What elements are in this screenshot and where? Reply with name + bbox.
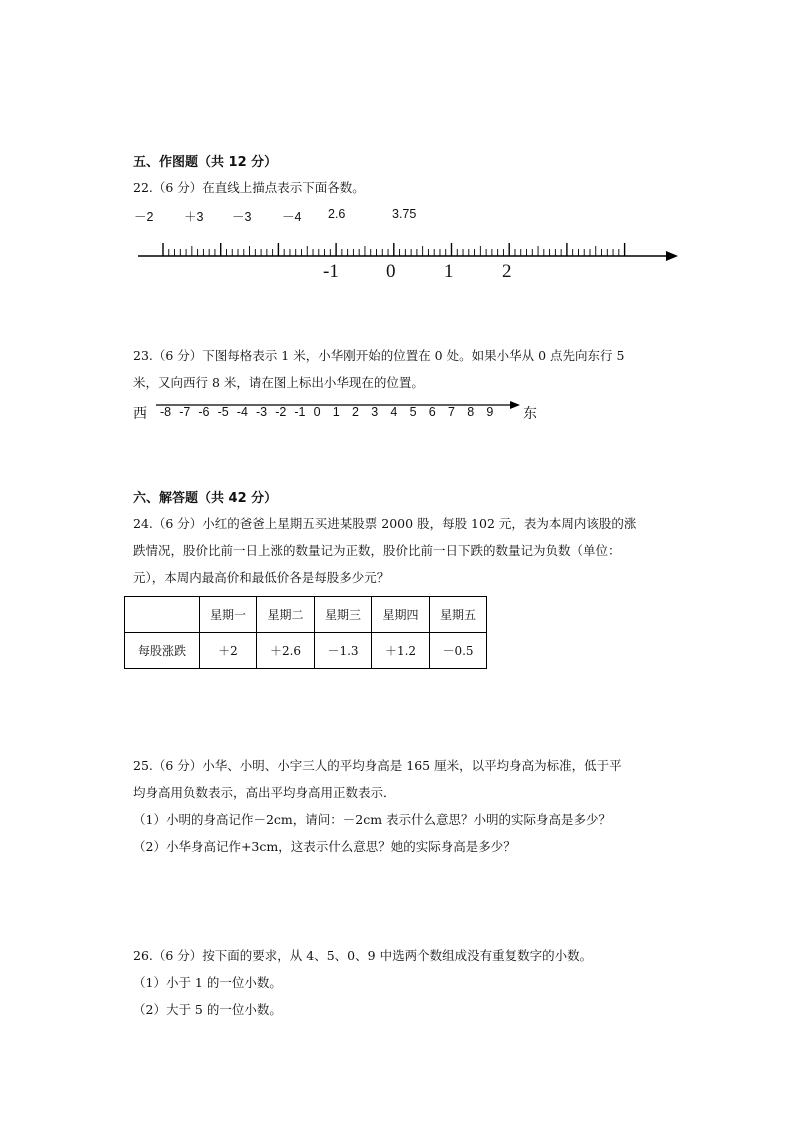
question-24-line-2: 跌情况，股价比前一日上涨的数量记为正数，股价比前一日下跌的数量记为负数（单位：: [133, 543, 621, 558]
stock-table: [124, 596, 487, 669]
number-item: －4: [282, 210, 302, 224]
question-22-text: 22.（6 分）在直线上描点表示下面各数。: [133, 180, 365, 195]
axis-label: -1: [323, 261, 339, 282]
question-23-line-2: 米，又向西行 8 米，请在图上标出小华现在的位置。: [133, 375, 424, 390]
table-header-cell: 星期一: [200, 597, 257, 633]
question-25-line-1: 25.（6 分）小华、小明、小宇三人的平均身高是 165 厘米，以平均身高为标准，低于平: [133, 758, 622, 773]
arrow-right-icon: [510, 401, 520, 409]
tick-marks: [163, 243, 625, 256]
tick-label: 5: [409, 405, 417, 419]
question-25-sub-1: （1）小明的身高记作－2cm，请问：－2cm 表示什么意思？小明的实际身高是多少？: [133, 812, 612, 827]
table-header-cell: 星期四: [372, 597, 430, 633]
tick-label: 7: [448, 405, 455, 419]
table-cell: －0.5: [430, 633, 487, 669]
question-23-line-1: 23.（6 分）下图每格表示 1 米，小华刚开始的位置在 0 处。如果小华从 0 点先向东行 5: [133, 348, 625, 363]
axis-label: 0: [386, 261, 396, 282]
question-24-line-1: 24.（6 分）小红的爸爸上星期五买进某股票 2000 股，每股 102 元，表为本周内该股的涨: [133, 516, 637, 531]
tick-label: -3: [256, 405, 268, 419]
question-26-sub-1: （1）小于 1 的一位小数。: [133, 975, 282, 990]
tick-label: 8: [467, 405, 475, 419]
tick-label: 0: [313, 405, 321, 419]
tick-label: 2: [352, 405, 359, 419]
section-5-title: 五、作图题（共 12 分）: [133, 155, 278, 170]
tick-label: 9: [486, 405, 494, 419]
east-label: 东: [523, 406, 537, 422]
question-26-sub-2: （2）大于 5 的一位小数。: [133, 1002, 282, 1017]
table-header-cell: 星期二: [257, 597, 315, 633]
tick-label: -1: [294, 405, 306, 419]
tick-label: 6: [428, 405, 436, 419]
number-item: ＋3: [184, 210, 204, 224]
question-25-sub-2: （2）小华身高记作+3cm，这表示什么意思？她的实际身高是多少？: [133, 839, 516, 854]
table-cell: ＋2.6: [257, 633, 315, 669]
tick-label: 1: [332, 405, 340, 419]
number-item: 2.6: [328, 207, 346, 221]
axis-label: 2: [502, 261, 512, 282]
number-item: －2: [134, 210, 154, 224]
question-25-line-2: 均身高用负数表示，高出平均身高用正数表示．: [133, 785, 396, 800]
tick-label: 4: [390, 405, 398, 419]
table-row-label: 每股涨跌: [125, 633, 200, 669]
table-header-cell: 星期五: [430, 597, 487, 633]
west-label: 西: [133, 406, 147, 422]
table-row: [125, 633, 487, 669]
axis-label: 1: [444, 261, 454, 282]
question-24-line-3: 元），本周内最高价和最低价各是每股多少元？: [133, 570, 390, 585]
tick-label: 3: [371, 405, 379, 419]
tick-label: -2: [275, 405, 287, 419]
tick-label: -8: [160, 405, 172, 419]
table-cell: －1.3: [315, 633, 372, 669]
section-6-title: 六、解答题（共 42 分）: [133, 491, 278, 506]
number-line-q22: [0, 0, 794, 300]
number-item: －3: [232, 210, 252, 224]
tick-label: -7: [179, 405, 191, 419]
table-header-cell: 星期三: [315, 597, 372, 633]
question-26-line-1: 26.（6 分）按下面的要求，从 4、5、0、9 中选两个数组成没有重复数字的小数。: [133, 948, 593, 963]
number-item: 3.75: [392, 207, 417, 221]
tick-label: -4: [236, 405, 248, 419]
arrow-right-icon: [666, 251, 678, 261]
table-header-cell: [125, 597, 200, 633]
tick-label: -5: [217, 405, 229, 419]
tick-label: -6: [198, 405, 210, 419]
table-cell: ＋1.2: [372, 633, 430, 669]
table-header-row: [125, 597, 487, 633]
table-cell: ＋2: [200, 633, 257, 669]
